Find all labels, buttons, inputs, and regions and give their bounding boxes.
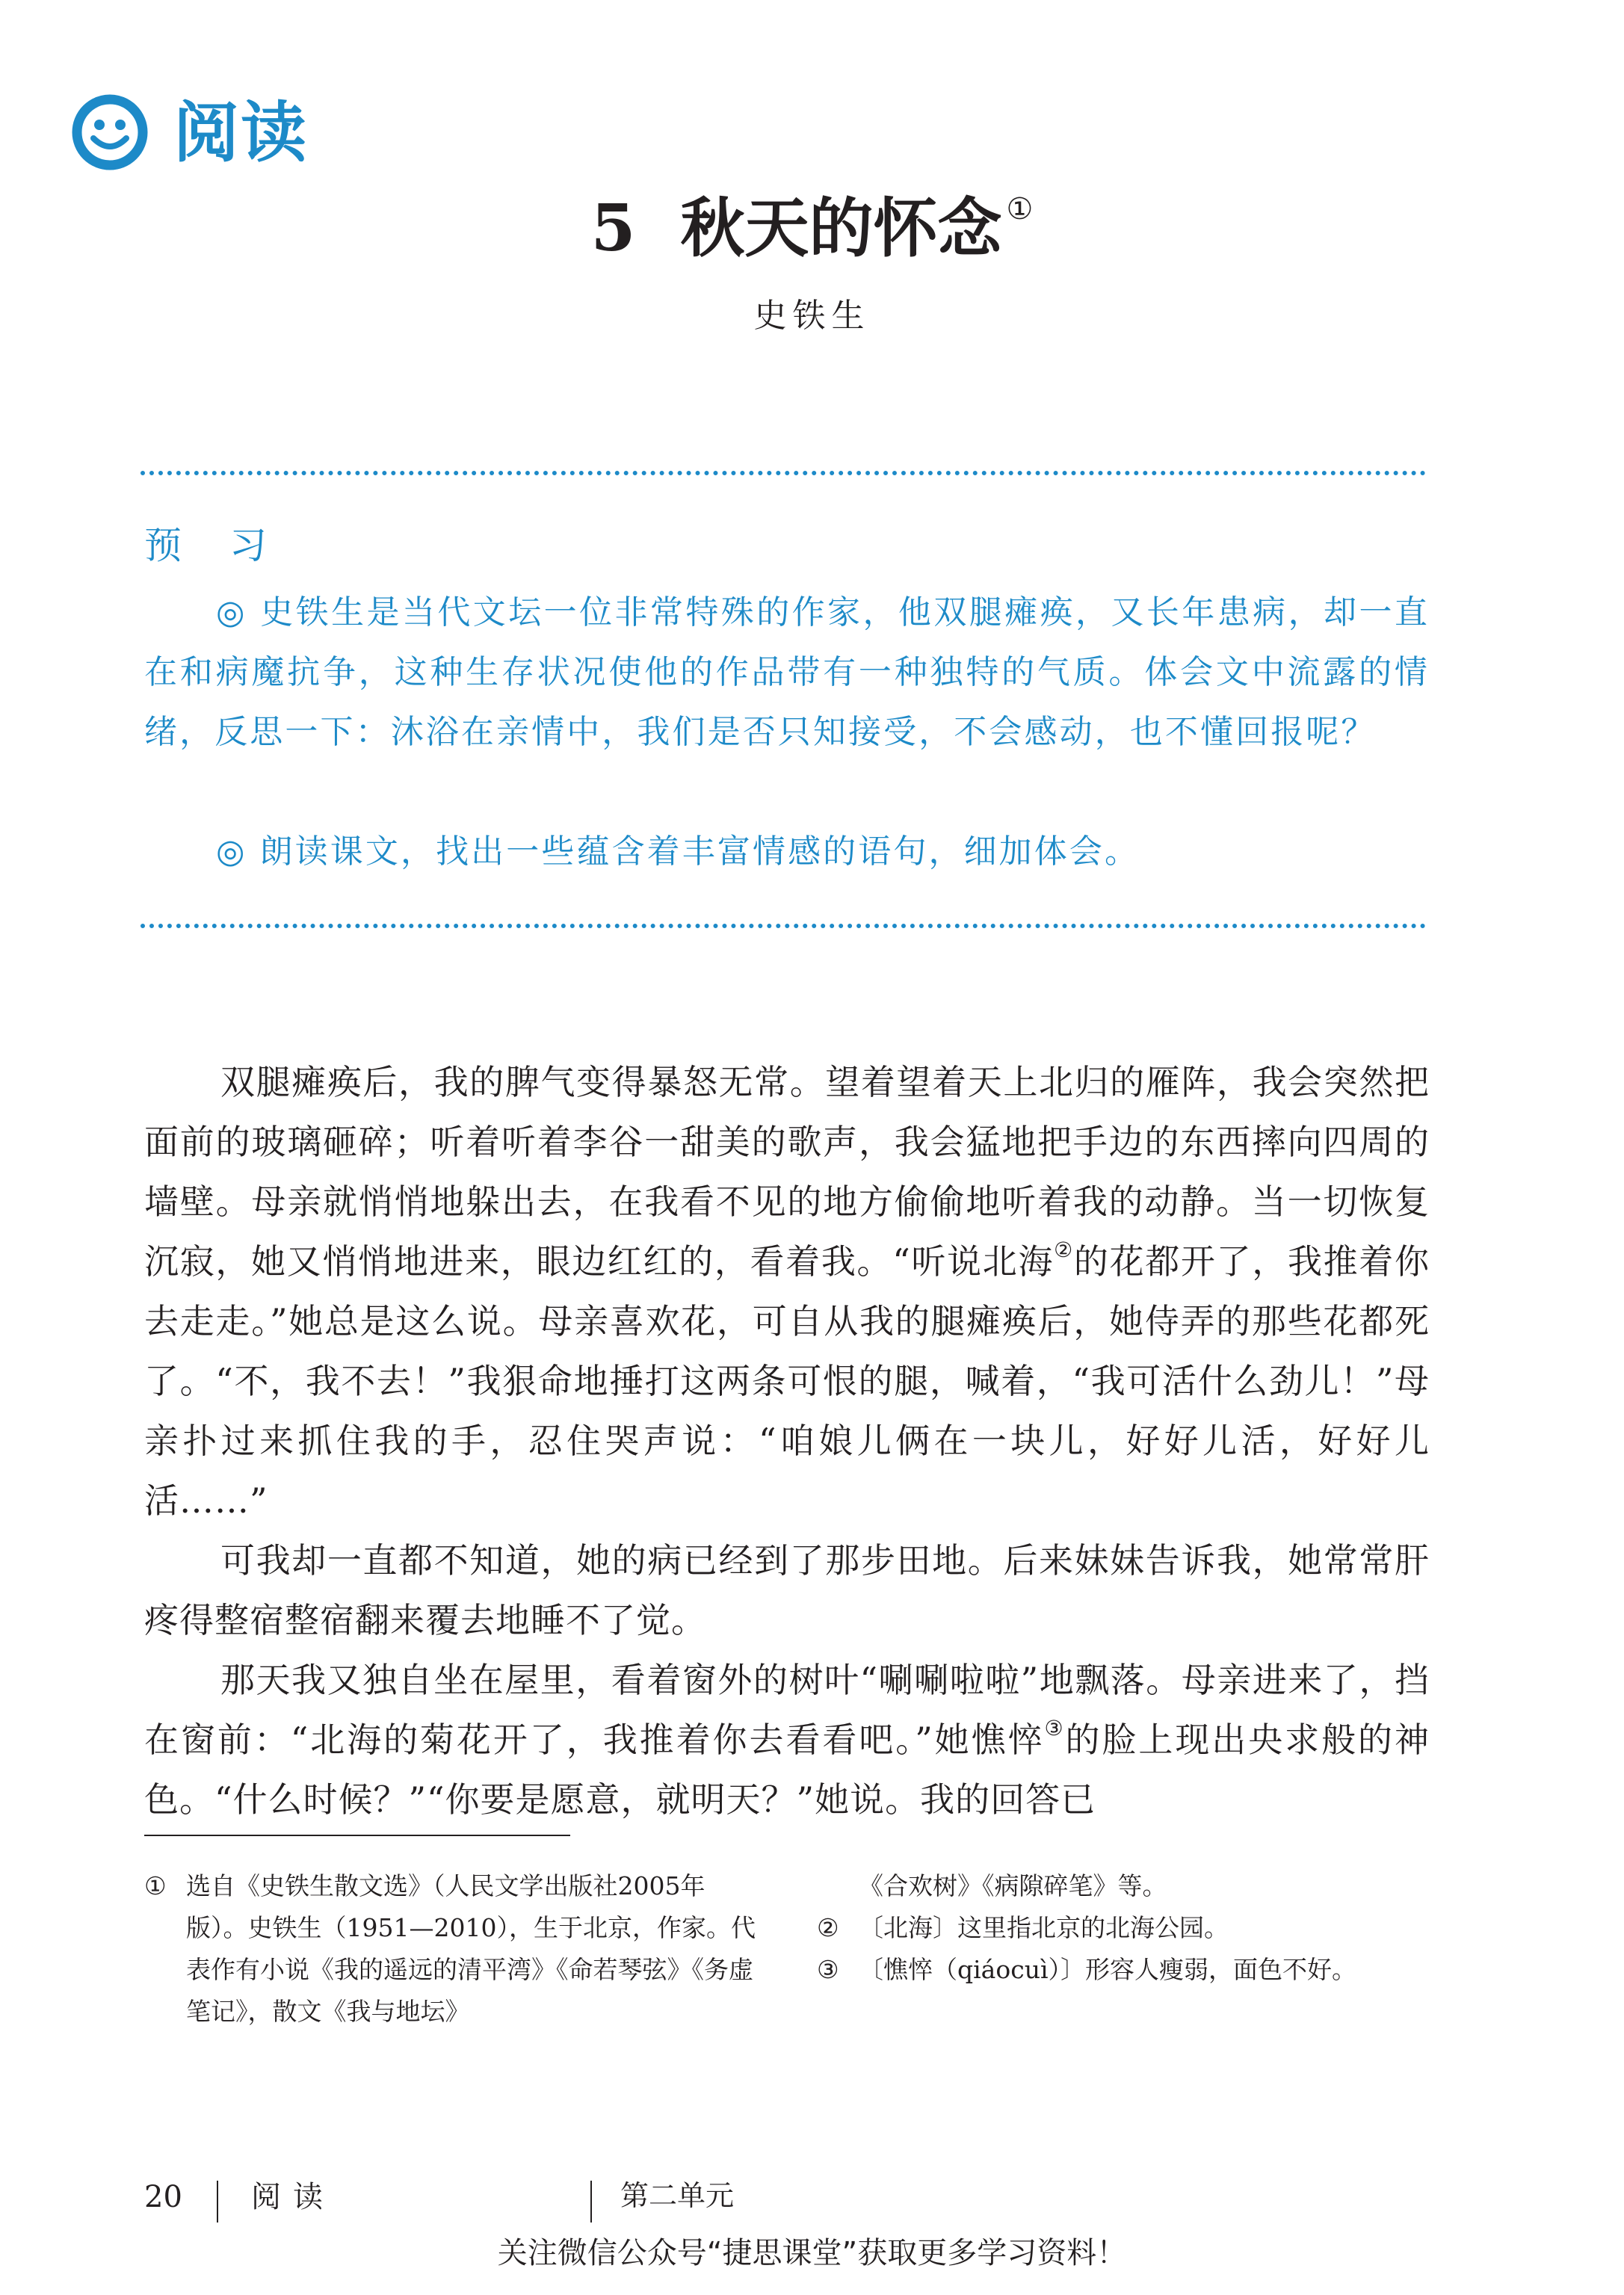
footnote-1-continued: 《合欢树》《病隙碎笔》等。	[859, 1871, 1167, 1900]
footer-unit-label: 第二单元	[620, 2179, 735, 2212]
footnote-1-text: 选自《史铁生散文选》（人民文学出版社2005年版）。史铁生（1951—2010），生于北京，作家。代表作有小说《我的遥远的清平湾》《命若琴弦》《务虚笔记》，散文《我与地坛》	[186, 1871, 756, 2026]
body-paragraph-1-part-a: 双腿瘫痪后，我的脾气变得暴怒无常。望着望着天上北归的雁阵，我会突然把面前的玻璃砸碎；听着听着李谷一甜美的歌声，我会猛地把手边的东西摔向四周的墙壁。母亲就悄悄地躲出去，在我看不见的地方偷偷地听着我的动静。当一切恢复沉寂，她又悄悄地进来，眼边红红的，看着我。“听说北海	[144, 1062, 1430, 1282]
preview-item-2: ◎ 朗读课文，找出一些蕴含着丰富情感的语句，细加体会。	[216, 833, 1140, 871]
footnote-3-text: 〔憔悴（qiáocuì）〕形容人瘦弱，面色不好。	[859, 1955, 1357, 1984]
footnotes-column-1	[144, 1865, 765, 2033]
lesson-body	[144, 1052, 1430, 1829]
body-paragraph-3	[144, 1650, 1430, 1829]
body-paragraph-1-part-b: 的花都开了，我推着你去走走。”她总是这么说。母亲喜欢花，可自从我的腿瘫痪后，她侍弄的那些花都死了。“不，我不去！”我狠命地捶打这两条可恨的腿，喊着，“我可活什么劲儿！”母亲扑过来抓住我的手，忍住哭声说：“咱娘儿俩在一块儿，好好儿活，好好儿活……”	[144, 1241, 1430, 1521]
section-label: 阅读	[173, 94, 309, 171]
title-footnote-mark: ①	[1006, 192, 1034, 226]
footnote-2-mark: ②	[817, 1913, 839, 1942]
footnotes-column-2	[817, 1865, 1430, 1991]
dotted-divider-top	[141, 471, 1426, 475]
footnote-2	[817, 1907, 1430, 1949]
lesson-number: 5	[590, 191, 636, 266]
page-number: 20	[144, 2180, 182, 2214]
footnote-rule	[144, 1835, 570, 1836]
body-paragraph-3-part-a: 那天我又独自坐在屋里，看着窗外的树叶“唰唰啦啦”地飘落。母亲进来了，挡在窗前：“北海的菊花开了，我推着你去看看吧。”她憔悴	[144, 1660, 1430, 1760]
footnote-3	[817, 1949, 1430, 1991]
footer-divider-2	[590, 2181, 592, 2223]
preview-heading: 预 习	[144, 524, 285, 567]
lesson-title-text: 秋天的怀念	[680, 191, 1002, 266]
author: 史铁生	[753, 297, 871, 335]
body-paragraph-3-part-b: 的脸上现出央求般的神色。“什么时候？”“你要是愿意，就明天？”她说。我的回答已	[144, 1720, 1430, 1820]
body-paragraph-2: 可我却一直都不知道，她的病已经到了那步田地。后来妹妹告诉我，她常常肝疼得整宿整宿翻来覆去地睡不了觉。	[144, 1540, 1430, 1640]
footnote-ref-3: ③	[1044, 1716, 1066, 1740]
footer-section-label: 阅读	[251, 2180, 335, 2214]
body-paragraph-1	[144, 1052, 1430, 1530]
footnote-2-text: 〔北海〕这里指北京的北海公园。	[859, 1913, 1229, 1942]
preview-item-1: ◎ 史铁生是当代文坛一位非常特殊的作家，他双腿瘫痪，又长年患病，却一直在和病魔抗争，这种生存状况使他的作品带有一种独特的气质。体会文中流露的情绪，反思一下：沐浴在亲情中，我们是否只知接受，不会感动，也不懂回报呢？	[144, 593, 1430, 751]
promo-text: 关注微信公众号“捷思课堂”获取更多学习资料！	[497, 2236, 1127, 2270]
lesson-title	[0, 157, 1624, 281]
footnote-1-mark: ①	[144, 1871, 167, 1900]
footer-divider-1	[217, 2181, 218, 2223]
footnote-ref-2: ②	[1054, 1238, 1074, 1262]
footnote-1	[144, 1865, 765, 2033]
dotted-divider-bottom	[141, 924, 1426, 928]
footnote-3-mark: ③	[817, 1955, 839, 1984]
